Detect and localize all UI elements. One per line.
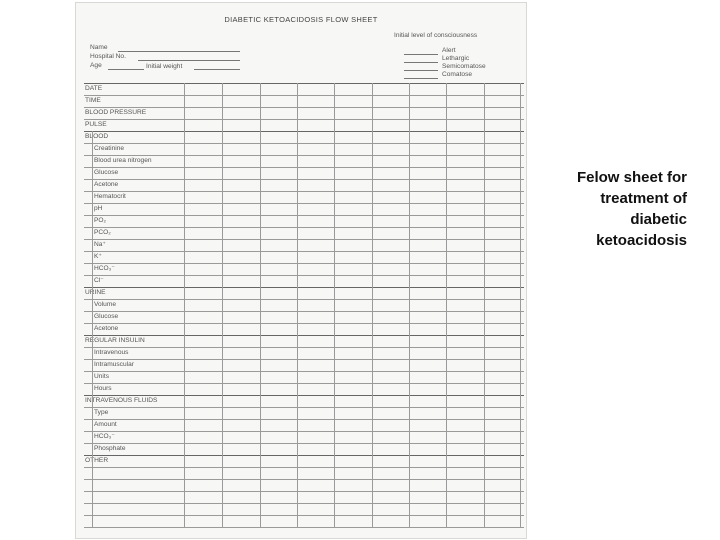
section-heading: INTRAVENOUS FLUIDS <box>85 397 158 404</box>
grid-column-rule <box>484 83 485 527</box>
grid-column-rule <box>297 83 298 527</box>
grid-row-rule <box>84 107 524 108</box>
row-label: Blood urea nitrogen <box>94 157 152 164</box>
consciousness-option: Comatose <box>442 71 473 78</box>
grid-row-rule <box>84 431 524 432</box>
row-label: Acetone <box>94 325 119 332</box>
row-label: DATE <box>85 85 103 92</box>
grid-row-rule <box>84 443 524 444</box>
grid-row-rule <box>84 191 524 192</box>
row-label: HCO₃⁻ <box>94 265 115 272</box>
grid-row-rule <box>84 323 524 324</box>
row-label: HCO₃⁻ <box>94 433 115 440</box>
grid-row-rule <box>84 371 524 372</box>
grid-column-rule <box>334 83 335 527</box>
grid-row-rule <box>84 395 524 396</box>
grid-row-rule <box>84 155 524 156</box>
consciousness-check-line[interactable] <box>404 62 438 63</box>
row-label: BLOOD PRESSURE <box>85 109 147 116</box>
row-label: Glucose <box>94 169 119 176</box>
grid-row-rule <box>84 119 524 120</box>
grid-row-rule <box>84 227 524 228</box>
row-label: PCO₂ <box>94 229 111 236</box>
section-heading: URINE <box>85 289 106 296</box>
row-label: TIME <box>85 97 101 104</box>
grid-row-rule <box>84 359 524 360</box>
grid-row-rule <box>84 239 524 240</box>
grid-row-rule <box>84 347 524 348</box>
grid-row-rule <box>84 275 524 276</box>
consciousness-option: Lethargic <box>442 55 470 62</box>
grid-row-rule <box>84 515 524 516</box>
row-label: Creatinine <box>94 145 125 152</box>
hospital-no-label: Hospital No. <box>90 53 126 60</box>
label-indent-rule <box>92 131 93 527</box>
initial-weight-label: Initial weight <box>146 63 183 70</box>
row-label: PULSE <box>85 121 107 128</box>
grid-row-rule <box>84 287 524 288</box>
row-label: Units <box>94 373 110 380</box>
section-heading: REGULAR INSULIN <box>85 337 145 344</box>
consciousness-check-line[interactable] <box>404 78 438 79</box>
grid-column-rule <box>184 83 185 527</box>
row-label: pH <box>94 205 103 212</box>
row-label: Na⁺ <box>94 241 106 248</box>
grid-row-rule <box>84 203 524 204</box>
age-line <box>108 69 144 70</box>
row-label: PO₂ <box>94 217 107 224</box>
grid-row-rule <box>84 299 524 300</box>
name-line <box>118 51 240 52</box>
consciousness-check-line[interactable] <box>404 70 438 71</box>
row-label: Hematocrit <box>94 193 126 200</box>
consciousness-check-line[interactable] <box>404 54 438 55</box>
grid-column-rule <box>372 83 373 527</box>
consciousness-heading: Initial level of consciousness <box>394 32 478 39</box>
grid-row-rule <box>84 263 524 264</box>
grid-column-rule <box>260 83 261 527</box>
grid-row-rule <box>84 503 524 504</box>
grid-row-rule <box>84 467 524 468</box>
grid-row-rule <box>84 167 524 168</box>
age-label: Age <box>90 62 102 69</box>
flow-sheet <box>75 2 527 539</box>
row-label: Amount <box>94 421 117 428</box>
hospital-no-line <box>138 60 240 61</box>
row-label: Cl⁻ <box>94 277 104 284</box>
grid-row-rule <box>84 335 524 336</box>
grid-row-rule <box>84 491 524 492</box>
consciousness-option: Alert <box>442 47 456 54</box>
grid-row-rule <box>84 407 524 408</box>
sheet-title: DIABETIC KETOACIDOSIS FLOW SHEET <box>224 15 378 24</box>
row-label: Type <box>94 409 109 416</box>
flow-grid <box>84 83 524 538</box>
grid-row-rule <box>84 251 524 252</box>
grid-row-rule <box>84 311 524 312</box>
row-label: Acetone <box>94 181 119 188</box>
section-heading: OTHER <box>85 457 109 464</box>
grid-column-rule <box>520 83 521 527</box>
row-label: Hours <box>94 385 112 392</box>
section-heading: BLOOD <box>85 133 109 140</box>
grid-row-rule <box>84 143 524 144</box>
row-label: K⁺ <box>94 253 102 260</box>
grid-row-rule <box>84 83 524 84</box>
grid-row-rule <box>84 455 524 456</box>
row-label: Intramuscular <box>94 361 134 368</box>
grid-column-rule <box>446 83 447 527</box>
name-label: Name <box>90 44 108 51</box>
row-label: Volume <box>94 301 116 308</box>
row-label: Intravenous <box>94 349 129 356</box>
grid-column-rule <box>409 83 410 527</box>
consciousness-option: Semicomatose <box>442 63 486 70</box>
grid-row-rule <box>84 527 524 528</box>
grid-column-rule <box>222 83 223 527</box>
slide-caption: Felow sheet for treatment of diabetic ketoacidosis <box>576 169 687 249</box>
grid-row-rule <box>84 215 524 216</box>
grid-row-rule <box>84 383 524 384</box>
row-label: Glucose <box>94 313 119 320</box>
initial-weight-line <box>194 69 240 70</box>
grid-row-rule <box>84 419 524 420</box>
grid-row-rule <box>84 479 524 480</box>
grid-row-rule <box>84 95 524 96</box>
row-label: Phosphate <box>94 445 126 452</box>
grid-row-rule <box>84 179 524 180</box>
grid-row-rule <box>84 131 524 132</box>
